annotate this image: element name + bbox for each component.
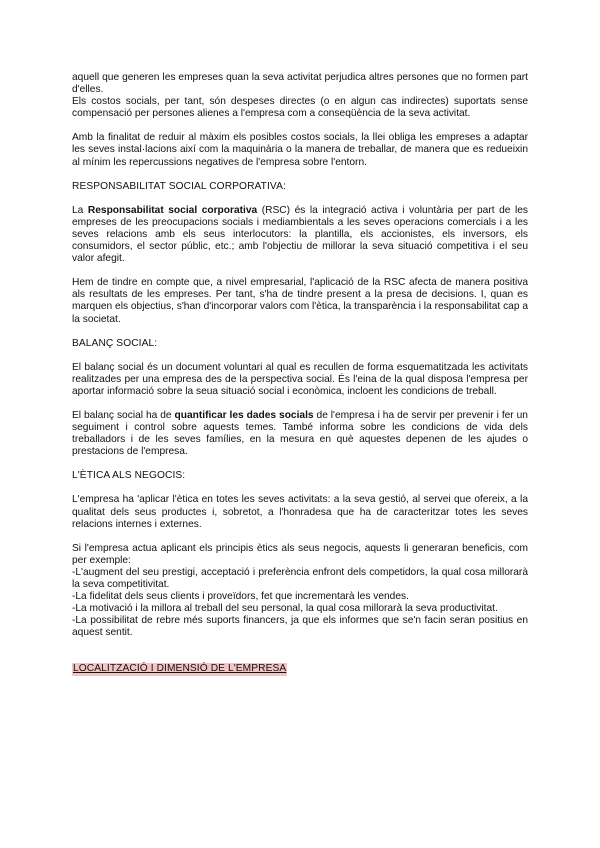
rsc-p1-post: (RSC) és la integració activa i voluntària per part de les empreses de les preocupacions socials i mediambientals a les seves operacions comercials i a les seves relacions amb els seus interlocutors: la plantilla, els accionistes, els inversors, els consumidors, el sector públic, etc.; amb l'objectiu de millorar la seva situació competitiva i el seu valor afegit. xyxy=(72,204,528,265)
balanc-p2-pre: El balanç social ha de xyxy=(72,409,175,421)
intro-paragraph-1: aquell que generen les empreses quan la seva activitat perjudica altres persones que no formen part d'elles. xyxy=(72,72,528,96)
document-page xyxy=(72,72,528,676)
etica-paragraph-2-intro: Si l'empresa actua aplicant els principis ètics als seus negocis, aquests li generaran beneficis, com per exemple: xyxy=(72,542,528,566)
rsc-term-bold: Responsabilitat social corporativa xyxy=(87,204,258,216)
balanc-term-bold: quantificar les dades socials xyxy=(174,409,314,421)
rsc-paragraph-1 xyxy=(72,205,528,265)
balanc-heading: BALANÇ SOCIAL: xyxy=(72,337,158,349)
localitzacio-heading: LOCALITZACIÓ I DIMENSIÓ DE L'EMPRESA xyxy=(73,663,287,675)
intro-paragraph-3: Amb la finalitat de reduir al màxim els posibles costos socials, la llei obliga les empreses a adaptar les seves instal·lacions així com la maquinària o la manera de treballar, de manera que es redueixin al mínim les repercussions negatives de l'empresa sobre l'entorn. xyxy=(72,132,528,168)
rsc-heading: RESPONSABILITAT SOCIAL CORPORATIVA: xyxy=(72,180,286,192)
etica-paragraph-1: L'empresa ha 'aplicar l'ètica en totes les seves activitats: a la seva gestió, al servei que ofereix, a la qualitat dels seus productes i, sobretot, a l'honradesa que ha de caracteritzar totes les seves relacions internes i externes. xyxy=(72,494,528,530)
etica-heading: L'ÈTICA ALS NEGOCIS: xyxy=(72,470,186,482)
balanc-paragraph-2 xyxy=(72,410,528,458)
balanc-paragraph-1: El balanç social és un document voluntari al qual es recullen de forma esquematitzada les activitats realitzades per una empresa des de la perspectiva social. És l'eina de la qual disposa l'empresa per aportar informació sobre la seua situació social i econòmica, incloent les condicions de treball. xyxy=(72,361,528,397)
rsc-p1-pre: La xyxy=(72,204,88,216)
etica-list-item: -L'augment del seu prestigi, acceptació i preferència enfront dels competidors, la qual cosa millorarà la seva competitivitat. xyxy=(72,566,528,590)
etica-list-item: -La possibilitat de rebre més suports financers, ja que els informes que se'n facin seran positius en aquest sentit. xyxy=(72,615,528,639)
intro-paragraph-2: Els costos socials, per tant, són despeses directes (o en algun cas indirectes) suportats sense compensació per persones alienes a l'empresa com a conseqüència de la seva activitat. xyxy=(72,96,528,120)
balanc-p2-post: de l'empresa i ha de servir per prevenir i fer un seguiment i control sobre aquests temes. També informa sobre les condicions de vida dels treballadors i de les seves famílies, en la mesura en què aquestes depenen de les ajudes o prestacions de l'empresa. xyxy=(72,409,528,458)
etica-list-item: -La fidelitat dels seus clients i proveïdors, fet que incrementarà les vendes. xyxy=(72,591,409,603)
etica-list-item: -La motivació i la millora al treball del seu personal, la qual cosa millorarà la seva productivitat. xyxy=(72,603,498,615)
rsc-paragraph-2: Hem de tindre en compte que, a nivel empresarial, l'aplicació de la RSC afecta de manera positiva als resultats de les empreses. Per tant, s'ha de tindre present a la presa de decisions. I, quan es marquen els objectius, s'han d'incorporar valors com l'ètica, la transparència i la responsabilitat cap a la societat. xyxy=(72,277,529,325)
next-section-heading-row xyxy=(72,663,528,675)
